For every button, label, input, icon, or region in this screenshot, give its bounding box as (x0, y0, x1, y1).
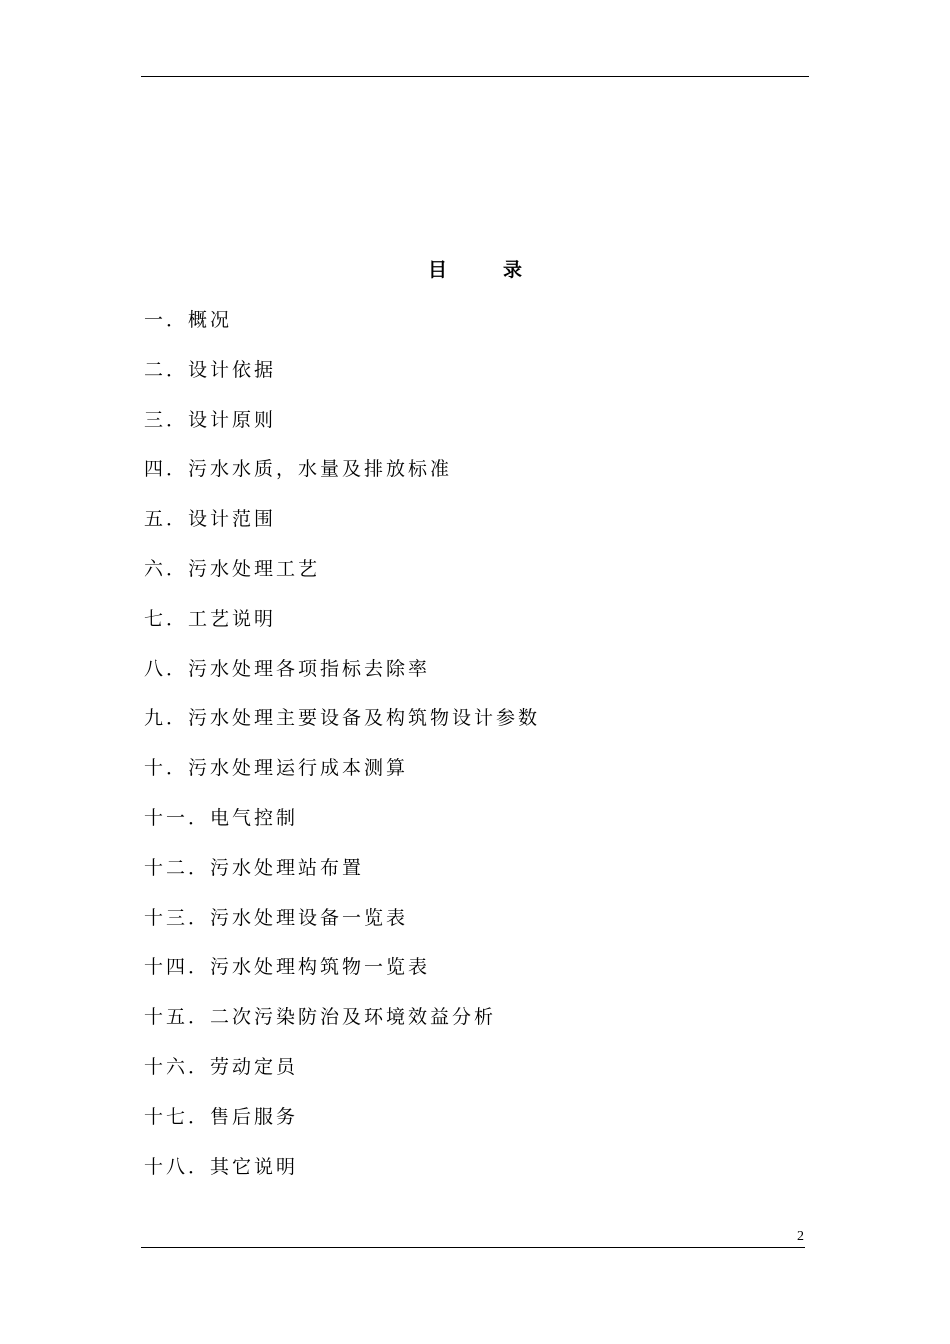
toc-item: 十八．其它说明 (144, 1155, 299, 1178)
toc-item: 十七．售后服务 (144, 1105, 299, 1128)
toc-item: 九．污水处理主要设备及构筑物设计参数 (144, 707, 541, 730)
toc-item: 七．工艺说明 (144, 607, 277, 630)
toc-item: 十二．污水处理站布置 (144, 856, 365, 879)
footer-rule (141, 1247, 805, 1248)
toc-item: 一．概况 (144, 309, 233, 331)
toc-item: 五．设计范围 (144, 508, 277, 531)
toc-item: 十六．劳动定员 (144, 1055, 299, 1078)
toc-item: 三．设计原则 (144, 408, 277, 431)
toc-item: 十．污水处理运行成本测算 (144, 757, 409, 780)
page-number: 2 (797, 1229, 804, 1244)
table-of-contents (144, 306, 540, 1202)
toc-title: 目录 (427, 259, 578, 281)
toc-item: 六．污水处理工艺 (144, 557, 321, 580)
header-rule (141, 76, 809, 77)
toc-item: 四．污水水质，水量及排放标准 (144, 458, 453, 481)
toc-item: 十五．二次污染防治及环境效益分析 (144, 1006, 497, 1029)
toc-item: 十三．污水处理设备一览表 (144, 906, 409, 929)
toc-item: 八．污水处理各项指标去除率 (144, 657, 431, 680)
toc-item: 十四．污水处理构筑物一览表 (144, 956, 431, 979)
toc-item: 二．设计依据 (144, 358, 277, 381)
toc-item: 十一．电气控制 (144, 806, 299, 829)
